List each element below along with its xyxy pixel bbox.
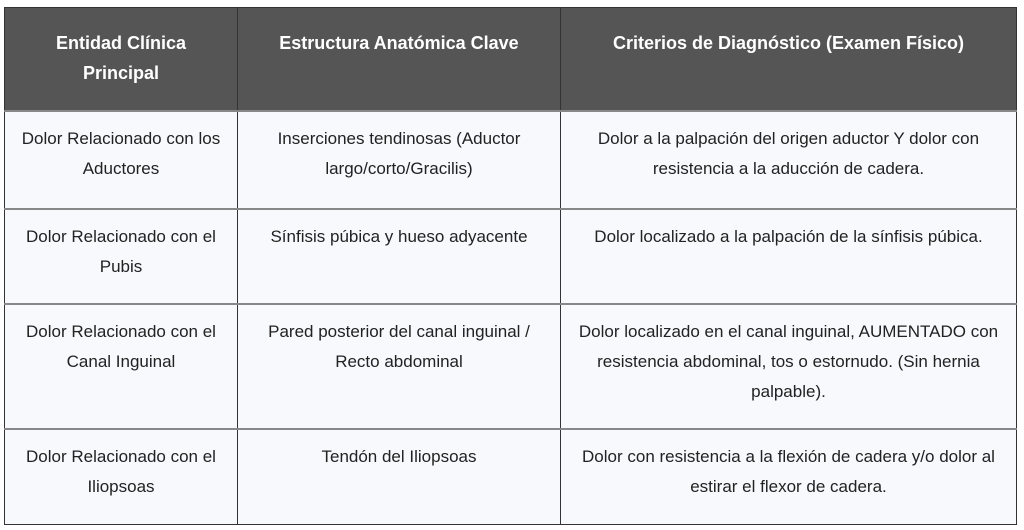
cell-criteria: Dolor con resistencia a la flexión de cadera y/o dolor al estirar el flexor de cadera. <box>561 429 1017 525</box>
cell-entity: Dolor Relacionado con el Pubis <box>5 209 238 304</box>
table-row <box>5 209 1017 304</box>
cell-structure: Sínfisis púbica y hueso adyacente <box>238 209 561 304</box>
cell-structure: Tendón del Iliopsoas <box>238 429 561 525</box>
cell-criteria: Dolor localizado a la palpación de la sínfisis púbica. <box>561 209 1017 304</box>
cell-structure: Pared posterior del canal inguinal / Recto abdominal <box>238 304 561 429</box>
cell-entity: Dolor Relacionado con el Iliopsoas <box>5 429 238 525</box>
diagnosis-table <box>4 7 1017 525</box>
cell-entity: Dolor Relacionado con los Aductores <box>5 111 238 209</box>
table-row <box>5 111 1017 209</box>
header-row <box>5 8 1017 111</box>
cell-structure: Inserciones tendinosas (Aductor largo/corto/Gracilis) <box>238 111 561 209</box>
cell-criteria: Dolor localizado en el canal inguinal, AUMENTADO con resistencia abdominal, tos o estornudo. (Sin hernia palpable). <box>561 304 1017 429</box>
table-row <box>5 429 1017 525</box>
header-structure: Estructura Anatómica Clave <box>238 8 561 111</box>
table-row <box>5 304 1017 429</box>
header-criteria: Criterios de Diagnóstico (Examen Físico) <box>561 8 1017 111</box>
cell-entity: Dolor Relacionado con el Canal Inguinal <box>5 304 238 429</box>
header-entity: Entidad Clínica Principal <box>5 8 238 111</box>
cell-criteria: Dolor a la palpación del origen aductor Y dolor con resistencia a la aducción de cadera. <box>561 111 1017 209</box>
